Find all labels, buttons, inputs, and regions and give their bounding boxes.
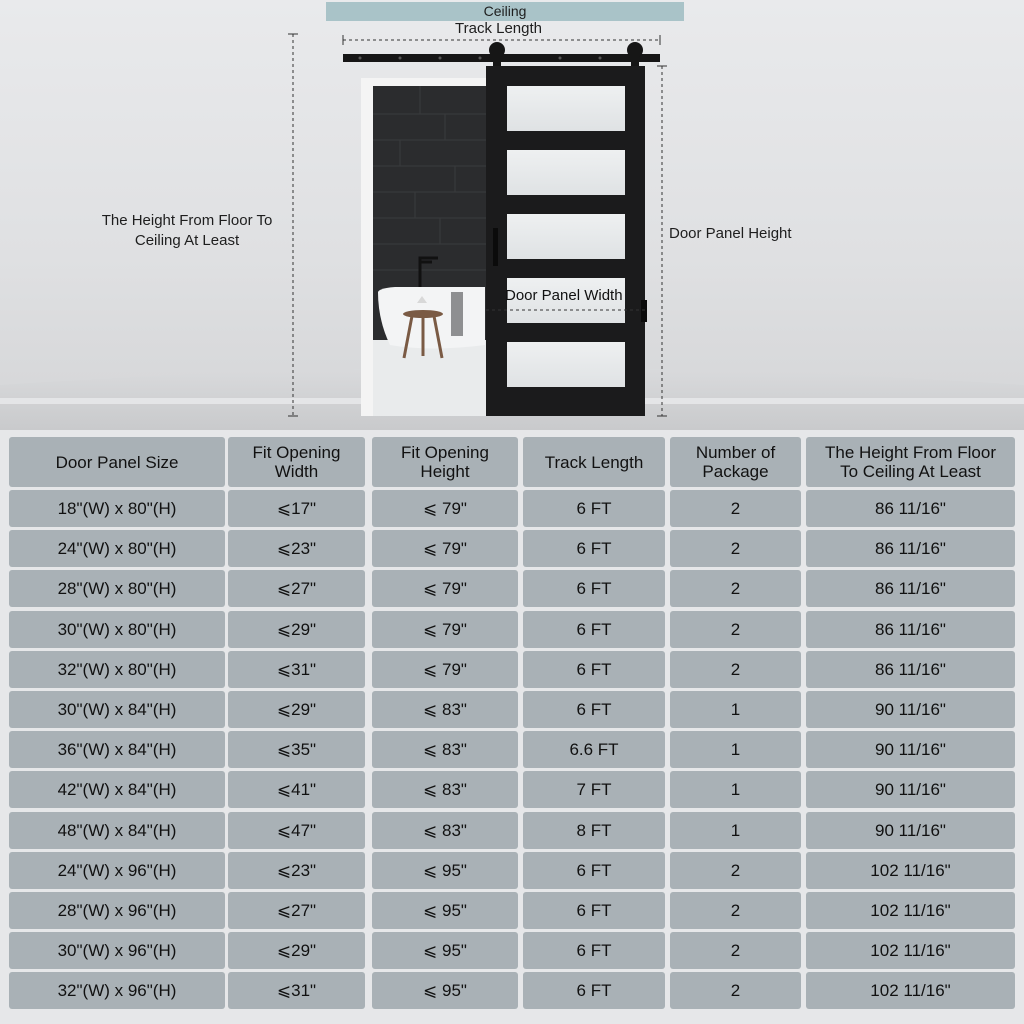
track-length-cell: 6 FT bbox=[523, 972, 665, 1009]
fit-opening-width-cell: ⩽23" bbox=[228, 530, 365, 567]
track-length-cell: 6 FT bbox=[523, 490, 665, 527]
header-fit-opening-width bbox=[228, 437, 365, 487]
floor-to-ceiling-cell: 86 11/16" bbox=[806, 611, 1015, 648]
header-text-line: Height bbox=[420, 462, 470, 481]
fit-opening-width-cell: ⩽17" bbox=[228, 490, 365, 527]
floor-to-ceiling-cell: 90 11/16" bbox=[806, 731, 1015, 768]
fit-opening-width-cell: ⩽47" bbox=[228, 812, 365, 849]
fit-opening-width-cell: ⩽31" bbox=[228, 651, 365, 688]
towel bbox=[451, 292, 463, 336]
fit-opening-width-cell: ⩽29" bbox=[228, 932, 365, 969]
floor-to-ceiling-cell: 90 11/16" bbox=[806, 771, 1015, 808]
floor-to-ceiling-cell: 86 11/16" bbox=[806, 530, 1015, 567]
fit-opening-height-cell: ⩽ 83" bbox=[372, 771, 518, 808]
door-size-table bbox=[0, 430, 1024, 1024]
door-panel-width-label: Door Panel Width bbox=[505, 287, 623, 304]
fit-opening-height-cell: ⩽ 95" bbox=[372, 892, 518, 929]
fit-opening-height-cell: ⩽ 79" bbox=[372, 530, 518, 567]
track-length-cell: 6 FT bbox=[523, 651, 665, 688]
floor-to-ceiling-label-line2: Ceiling At Least bbox=[134, 232, 240, 249]
bathroom-floor bbox=[373, 340, 488, 416]
fit-opening-width-cell: ⩽35" bbox=[228, 731, 365, 768]
door-panel-size-cell: 32"(W) x 96"(H) bbox=[9, 972, 225, 1009]
floor-to-ceiling-cell: 102 11/16" bbox=[806, 972, 1015, 1009]
track-length-cell: 6 FT bbox=[523, 570, 665, 607]
fit-opening-width-cell: ⩽29" bbox=[228, 691, 365, 728]
fit-opening-height-cell: ⩽ 79" bbox=[372, 651, 518, 688]
number-of-package-cell: 2 bbox=[670, 490, 801, 527]
fit-opening-width-cell: ⩽31" bbox=[228, 972, 365, 1009]
door-panel-size-cell: 32"(W) x 80"(H) bbox=[9, 651, 225, 688]
door-panel-size-cell: 28"(W) x 96"(H) bbox=[9, 892, 225, 929]
door-panel-size-cell: 18"(W) x 80"(H) bbox=[9, 490, 225, 527]
fit-opening-height-cell: ⩽ 83" bbox=[372, 731, 518, 768]
track-length-label: Track Length bbox=[455, 20, 542, 37]
header-text-line: To Ceiling At Least bbox=[840, 462, 981, 481]
number-of-package-cell: 2 bbox=[670, 932, 801, 969]
track-length-cell: 6 FT bbox=[523, 530, 665, 567]
fit-opening-width-cell: ⩽29" bbox=[228, 611, 365, 648]
track-length-cell: 6 FT bbox=[523, 852, 665, 889]
number-of-package-cell: 2 bbox=[670, 611, 801, 648]
track-length-cell: 7 FT bbox=[523, 771, 665, 808]
door-panel-size-cell: 24"(W) x 96"(H) bbox=[9, 852, 225, 889]
ceiling-label: Ceiling bbox=[326, 2, 684, 21]
number-of-package-cell: 2 bbox=[670, 530, 801, 567]
fit-opening-width-cell: ⩽23" bbox=[228, 852, 365, 889]
header-text-line: Fit Opening bbox=[252, 443, 341, 462]
door-panel-size-cell: 28"(W) x 80"(H) bbox=[9, 570, 225, 607]
header-door-panel-size bbox=[9, 437, 225, 487]
header-text-line: The Height From Floor bbox=[825, 443, 996, 462]
header-text-line: Door Panel Size bbox=[55, 452, 179, 472]
number-of-package-cell: 1 bbox=[670, 691, 801, 728]
header-text-line: Number of bbox=[695, 443, 776, 462]
door-stop bbox=[641, 300, 647, 322]
fit-opening-width-cell: ⩽41" bbox=[228, 771, 365, 808]
floor-to-ceiling-label bbox=[89, 211, 285, 251]
door-panel-size-cell: 48"(W) x 84"(H) bbox=[9, 812, 225, 849]
number-of-package-cell: 2 bbox=[670, 972, 801, 1009]
header-number-of-package bbox=[670, 437, 801, 487]
door-panel-height-label: Door Panel Height bbox=[669, 225, 792, 242]
header-text-line: Track Length bbox=[544, 452, 644, 472]
bathtub bbox=[378, 287, 485, 349]
track-length-cell: 6 FT bbox=[523, 611, 665, 648]
floor-to-ceiling-cell: 102 11/16" bbox=[806, 852, 1015, 889]
header-text-line: Fit Opening bbox=[401, 443, 489, 462]
track-length-cell: 8 FT bbox=[523, 812, 665, 849]
door-panel-size-cell: 42"(W) x 84"(H) bbox=[9, 771, 225, 808]
door-panel-size-cell: 30"(W) x 84"(H) bbox=[9, 691, 225, 728]
floor-to-ceiling-cell: 86 11/16" bbox=[806, 490, 1015, 527]
floor-to-ceiling-cell: 90 11/16" bbox=[806, 812, 1015, 849]
floor-to-ceiling-cell: 86 11/16" bbox=[806, 570, 1015, 607]
door-panel-size-cell: 30"(W) x 96"(H) bbox=[9, 932, 225, 969]
track-length-cell: 6 FT bbox=[523, 932, 665, 969]
floor-to-ceiling-cell: 102 11/16" bbox=[806, 932, 1015, 969]
floor-to-ceiling-cell: 86 11/16" bbox=[806, 651, 1015, 688]
header-floor-to-ceiling bbox=[806, 437, 1015, 487]
door-panel-size-cell: 30"(W) x 80"(H) bbox=[9, 611, 225, 648]
fit-opening-height-cell: ⩽ 79" bbox=[372, 611, 518, 648]
number-of-package-cell: 2 bbox=[670, 651, 801, 688]
header-text-line: Width bbox=[274, 462, 319, 481]
number-of-package-cell: 1 bbox=[670, 771, 801, 808]
fit-opening-width-cell: ⩽27" bbox=[228, 570, 365, 607]
header-fit-opening-height bbox=[372, 437, 518, 487]
floor-to-ceiling-label-line1: The Height From Floor To bbox=[101, 212, 273, 229]
fit-opening-height-cell: ⩽ 95" bbox=[372, 972, 518, 1009]
fit-opening-height-cell: ⩽ 95" bbox=[372, 932, 518, 969]
fit-opening-height-cell: ⩽ 83" bbox=[372, 691, 518, 728]
floor-to-ceiling-cell: 102 11/16" bbox=[806, 892, 1015, 929]
fit-opening-height-cell: ⩽ 79" bbox=[372, 490, 518, 527]
track-length-cell: 6 FT bbox=[523, 691, 665, 728]
header-text-line: Package bbox=[702, 462, 769, 481]
number-of-package-cell: 1 bbox=[670, 731, 801, 768]
fit-opening-height-cell: ⩽ 79" bbox=[372, 570, 518, 607]
floor-to-ceiling-cell: 90 11/16" bbox=[806, 691, 1015, 728]
fit-opening-height-cell: ⩽ 95" bbox=[372, 852, 518, 889]
fit-opening-width-cell: ⩽27" bbox=[228, 892, 365, 929]
door-panel-size-cell: 24"(W) x 80"(H) bbox=[9, 530, 225, 567]
track-length-cell: 6 FT bbox=[523, 892, 665, 929]
barn-door-illustration bbox=[0, 0, 1024, 430]
number-of-package-cell: 2 bbox=[670, 852, 801, 889]
header-track-length bbox=[523, 437, 665, 487]
door-handle bbox=[493, 228, 498, 266]
number-of-package-cell: 1 bbox=[670, 812, 801, 849]
fit-opening-height-cell: ⩽ 83" bbox=[372, 812, 518, 849]
number-of-package-cell: 2 bbox=[670, 892, 801, 929]
door-panel-size-cell: 36"(W) x 84"(H) bbox=[9, 731, 225, 768]
track-length-cell: 6.6 FT bbox=[523, 731, 665, 768]
number-of-package-cell: 2 bbox=[670, 570, 801, 607]
